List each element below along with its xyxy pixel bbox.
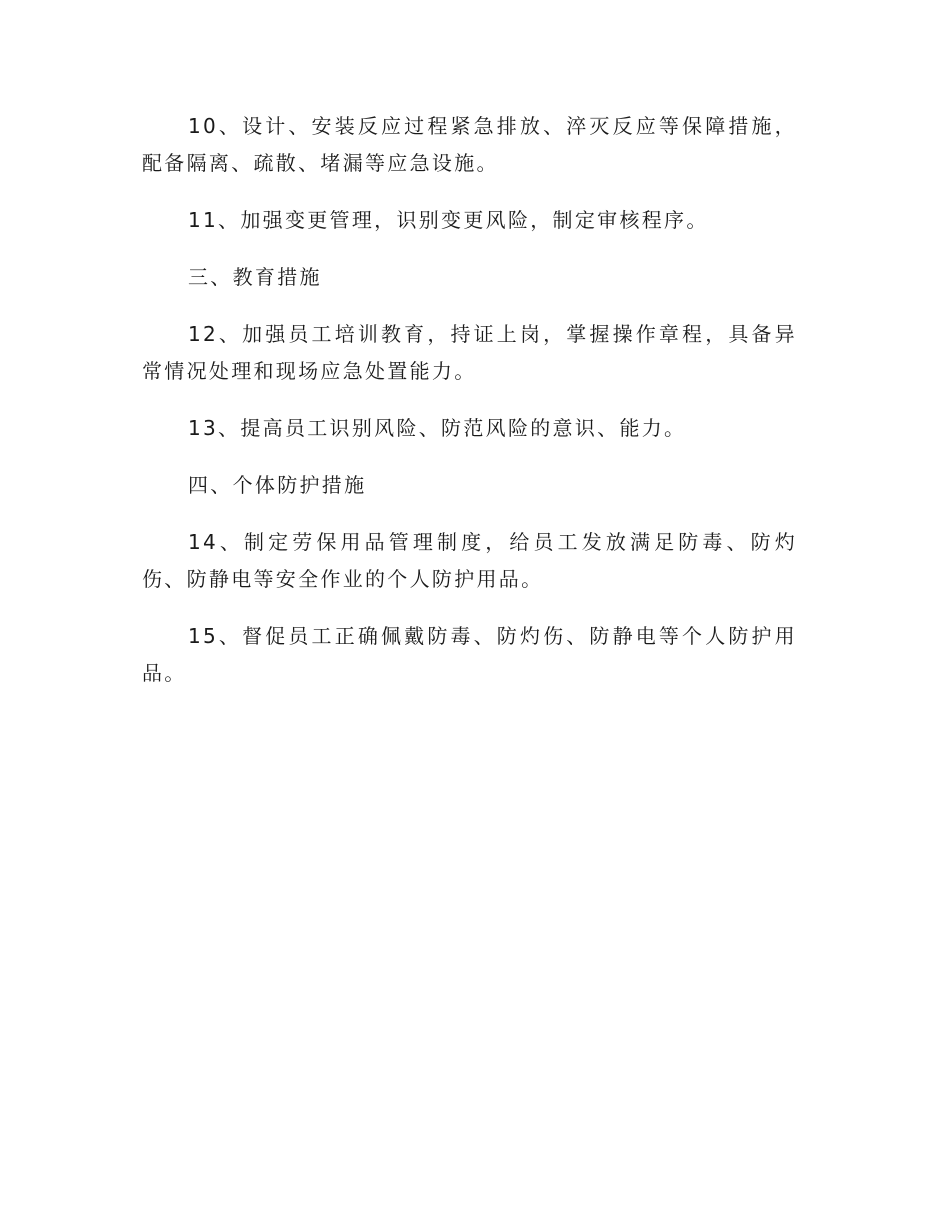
paragraph-item-14: 14、制定劳保用品管理制度，给员工发放满足防毒、防灼伤、防静电等安全作业的个人防护用品。 <box>142 530 797 591</box>
section-heading-personal-protection: 四、个体防护措施 <box>188 473 367 497</box>
paragraph-item-12: 12、加强员工培训教育，持证上岗，掌握操作章程，具备异常情况处理和现场应急处置能力。 <box>142 322 797 383</box>
paragraph-item-15: 15、督促员工正确佩戴防毒、防灼伤、防静电等个人防护用品。 <box>142 624 797 685</box>
paragraph-item-11: 11、加强变更管理，识别变更风险，制定审核程序。 <box>188 208 709 232</box>
paragraph-item-13: 13、提高员工识别风险、防范风险的意识、能力。 <box>188 416 687 440</box>
paragraph-item-10: 10、设计、安装反应过程紧急排放、淬灭反应等保障措施，配备隔离、疏散、堵漏等应急设施。 <box>142 114 797 175</box>
document-body <box>142 108 797 712</box>
section-heading-education: 三、教育措施 <box>188 265 322 289</box>
